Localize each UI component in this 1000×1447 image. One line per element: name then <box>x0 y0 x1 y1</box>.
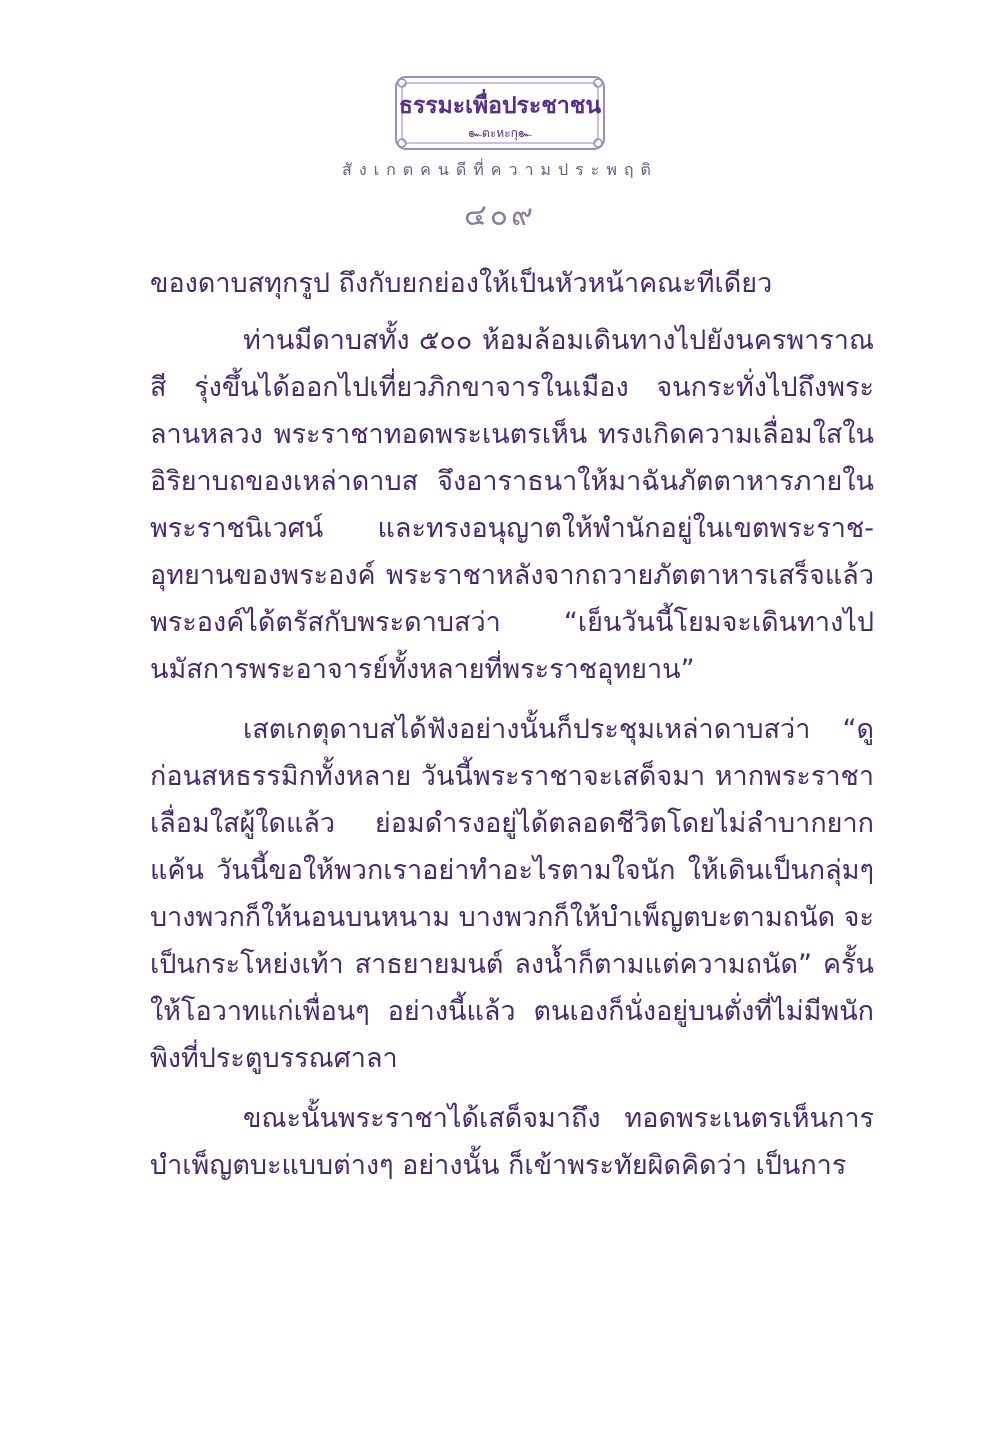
running-title: สังเกตคนดีที่ความประพฤติ <box>342 160 658 179</box>
logo-subtitle: ๛ตะหะกุ๛ <box>468 126 532 140</box>
paragraph: เสตเกตุดาบสได้ฟังอย่างนั้นก็ประชุมเหล่าดาบสว่า “ดูก่อนสหธรรมิกทั้งหลาย วันนี้พระราชาจะเสด็จมา หากพระราชาเลื่อมใสผู้ใดแล้ว ย่อมดำรงอยู่ได้ตลอดชีวิตโดยไม่ลำบากยากแค้น วันนี้ขอให้พวกเราอย่าทำอะไรตามใจนัก ให้เดินเป็นกลุ่มๆ บางพวกก็ให้นอนบนหนาม บางพวกก็ให้บำเพ็ญตบะตามถนัด จะเป็นกระโหย่งเท้า สาธยายมนต์ ลงน้ำก็ตามแต่ความถนัด” ครั้นให้โอวาทแก่เพื่อนๆ อย่างนี้แล้ว ตนเองก็นั่งอยู่บนตั่งที่ไม่มีพนักพิงที่ประตูบรรณศาลา <box>150 714 875 1074</box>
body-text <box>150 260 874 1202</box>
page-header <box>0 74 1000 156</box>
page-number: ๔๐๙ <box>464 198 536 233</box>
logo <box>393 74 607 152</box>
paragraph: ท่านมีดาบสทั้ง ๕๐๐ ห้อมล้อมเดินทางไปยังนครพาราณสี รุ่งขึ้นได้ออกไปเที่ยวภิกขาจารในเมือง จนกระทั่งไปถึงพระลานหลวง พระราชาทอดพระเนตรเห็น ทรงเกิดความเลื่อมใสในอิริยาบถของเหล่าดาบส จึงอาราธนาให้มาฉันภัตตาหารภายในพระราชนิเวศน์ และทรงอนุญาตให้พำนักอยู่ในเขตพระราช-อุทยานของพระองค์ พระราชาหลังจากถวายภัตตาหารเสร็จแล้ว พระองค์ได้ตรัสกับพระดาบสว่า “เย็นวันนี้โยมจะเดินทางไปนมัสการพระอาจารย์ทั้งหลายที่พระราชอุทยาน” <box>150 325 874 685</box>
logo-title: ธรรมะเพื่อประชาชน <box>398 92 602 119</box>
paragraph: ขณะนั้นพระราชาได้เสด็จมาถึง ทอดพระเนตรเห็นการบำเพ็ญตบะแบบต่างๆ อย่างนั้น ก็เข้าพระทัยผิดคิดว่า เป็นการ <box>150 1103 874 1181</box>
paragraph: ของดาบสทุกรูป ถึงกับยกย่องให้เป็นหัวหน้าคณะทีเดียว <box>150 268 773 299</box>
